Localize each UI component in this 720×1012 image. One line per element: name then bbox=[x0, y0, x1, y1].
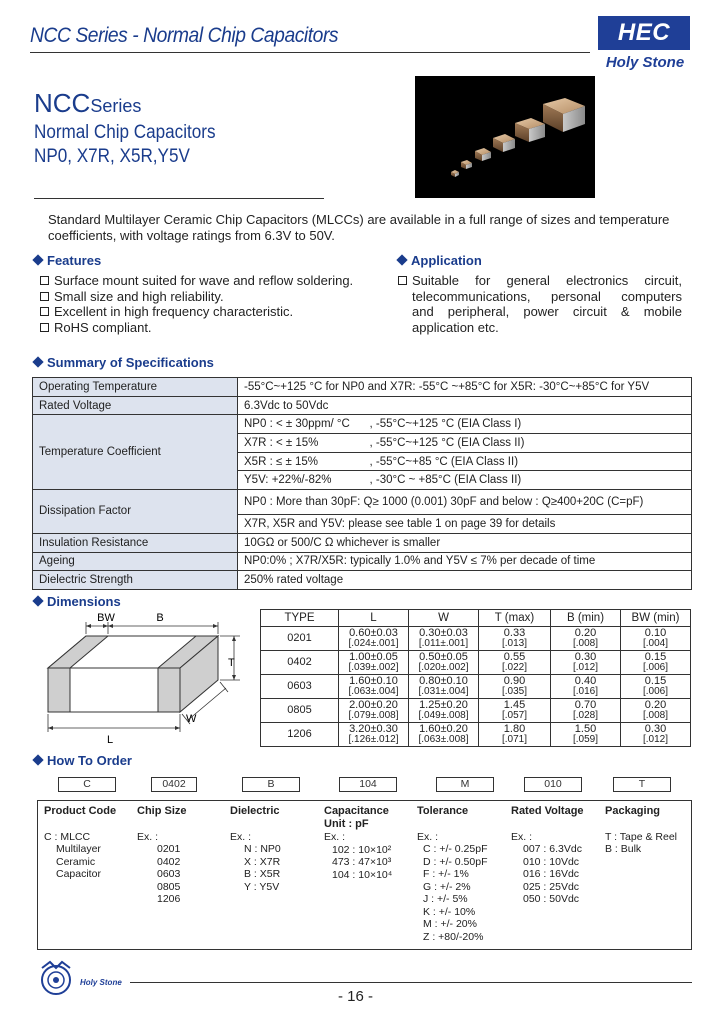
dim-cell: 0.20 [.008] bbox=[551, 627, 621, 651]
spec-value: , -55°C~+125 °C (EIA Class II) bbox=[364, 434, 692, 453]
features-heading: Features bbox=[34, 253, 101, 268]
spec-label: Dissipation Factor bbox=[33, 490, 238, 534]
footer-logo-text: Holy Stone bbox=[80, 978, 122, 987]
footer-divider bbox=[130, 982, 692, 983]
series-title-block bbox=[34, 88, 236, 169]
dim-cell: 1.60±0.20 [.063±.008] bbox=[409, 723, 479, 747]
order-code-box: M bbox=[436, 777, 494, 792]
spec-value: Y5V: +22%/-82% bbox=[238, 471, 364, 490]
dim-cell: 0.15 [.006] bbox=[621, 675, 691, 699]
dim-label-t: T bbox=[228, 657, 235, 669]
spec-label: Ageing bbox=[33, 552, 238, 571]
dim-type: 0201 bbox=[261, 627, 339, 651]
spec-value: -55°C~+125 °C for NP0 and X7R: -55°C ~+85°C for X5R: -30°C~+85°C for Y5V bbox=[238, 378, 692, 397]
table-header-row bbox=[261, 610, 691, 627]
dim-label-bw: BW bbox=[97, 612, 115, 624]
dim-cell: 0.80±0.10 [.031±.004] bbox=[409, 675, 479, 699]
order-code-box: 010 bbox=[524, 777, 582, 792]
dim-cell: 0.70 [.028] bbox=[551, 699, 621, 723]
order-col-product-code: Product Code C : MLCC Multilayer Ceramic Capacitor bbox=[44, 805, 117, 880]
spec-value: NP0 : More than 30pF: Q≥ 1000 (0.001) 30pF and below : Q≥400+20C (C=pF) bbox=[238, 490, 692, 515]
dim-cell: 0.40 [.016] bbox=[551, 675, 621, 699]
dim-cell: 1.50 [.059] bbox=[551, 723, 621, 747]
table-row bbox=[33, 378, 692, 397]
spec-label: Dielectric Strength bbox=[33, 571, 238, 590]
series-types: NP0, X7R, X5R,Y5V bbox=[34, 146, 190, 167]
order-code-box: 0402 bbox=[151, 777, 197, 792]
order-code-box: B bbox=[242, 777, 300, 792]
dim-cell: 0.90 [.035] bbox=[479, 675, 551, 699]
dim-cell: 2.00±0.20 [.079±.008] bbox=[339, 699, 409, 723]
application-line: and peripheral, power circuit & mobile bbox=[412, 304, 682, 319]
application-line: application etc. bbox=[412, 319, 499, 335]
holy-stone-logo bbox=[592, 14, 696, 76]
spec-value: X7R : < ± 15% bbox=[238, 434, 364, 453]
diamond-bullet-icon bbox=[32, 595, 43, 606]
order-code-box: 104 bbox=[339, 777, 397, 792]
list-item: Surface mount suited for wave and reflow soldering. bbox=[40, 273, 353, 289]
column-header: T (max) bbox=[479, 610, 551, 627]
checkbox-bullet-icon bbox=[40, 276, 49, 285]
page-number: - 16 - bbox=[338, 988, 374, 1005]
list-item: Excellent in high frequency characteristic. bbox=[40, 304, 353, 320]
order-col-rated-voltage: Rated Voltage Ex. : 007 : 6.3Vdc 010 : 10Vdc 016 : 16Vdc 025 : 25Vdc 050 : 50Vdc bbox=[511, 805, 584, 905]
dim-cell: 0.30 [.012] bbox=[621, 723, 691, 747]
application-text bbox=[398, 273, 682, 335]
order-code-box: C bbox=[58, 777, 116, 792]
order-code-box: T bbox=[613, 777, 671, 792]
dim-cell: 1.45 [.057] bbox=[479, 699, 551, 723]
spec-value: 6.3Vdc to 50Vdc bbox=[238, 396, 692, 415]
dimensions-heading: Dimensions bbox=[34, 594, 121, 609]
dim-cell: 1.80 [.071] bbox=[479, 723, 551, 747]
table-row bbox=[33, 533, 692, 552]
series-name: NCCSeries bbox=[34, 88, 142, 118]
spec-value: X7R, X5R and Y5V: please see table 1 on page 39 for details bbox=[238, 515, 692, 534]
dim-cell: 1.60±0.10 [.063±.004] bbox=[339, 675, 409, 699]
checkbox-bullet-icon bbox=[398, 276, 407, 285]
spec-label: Operating Temperature bbox=[33, 378, 238, 397]
order-col-capacitance: Capacitance Unit : pF Ex. : 102 : 10×10² 473 : 47×10³ 104 : 10×10⁴ bbox=[324, 805, 393, 881]
dim-cell: 0.55 [.022] bbox=[479, 651, 551, 675]
table-row bbox=[33, 552, 692, 571]
list-item: Small size and high reliability. bbox=[40, 289, 353, 305]
dim-type: 0402 bbox=[261, 651, 339, 675]
diamond-bullet-icon bbox=[396, 254, 407, 265]
dim-cell: 0.15 [.006] bbox=[621, 651, 691, 675]
dim-cell: 0.20 [.008] bbox=[621, 699, 691, 723]
spec-value: , -30°C ~ +85°C (EIA Class II) bbox=[364, 471, 692, 490]
chip-capacitor-photo bbox=[415, 76, 595, 198]
order-col-packaging: Packaging T : Tape & Reel B : Bulk bbox=[605, 805, 677, 855]
holy-stone-logo-text: Holy Stone bbox=[605, 54, 685, 71]
list-item: Suitable for general electronics circuit, bbox=[398, 273, 682, 289]
spec-value: X5R : ≤ ± 15% bbox=[238, 452, 364, 471]
table-row bbox=[33, 396, 692, 415]
dim-cell: 0.30 [.012] bbox=[551, 651, 621, 675]
spec-label: Insulation Resistance bbox=[33, 533, 238, 552]
spec-value: 250% rated voltage bbox=[238, 571, 692, 590]
table-row bbox=[261, 675, 691, 699]
spec-value: NP0 : < ± 30ppm/ °C bbox=[238, 415, 364, 434]
order-col-tolerance: Tolerance Ex. : C : +/- 0.25pF D : +/- 0.50pF F : +/- 1% G : +/- 2% J : +/- 5% K : +/- 10% M : +/- 20% Z : +80/-20% bbox=[417, 805, 488, 943]
how-to-order-heading: How To Order bbox=[34, 753, 132, 768]
series-divider bbox=[34, 198, 324, 199]
features-list bbox=[40, 273, 353, 335]
hec-logo-mark: HEC bbox=[598, 16, 690, 50]
table-row bbox=[33, 571, 692, 590]
dim-cell: 0.60±0.03 [.024±.001] bbox=[339, 627, 409, 651]
column-header: BW (min) bbox=[621, 610, 691, 627]
table-row bbox=[33, 490, 692, 515]
spec-label: Temperature Coefficient bbox=[33, 415, 238, 490]
table-row bbox=[261, 627, 691, 651]
application-line: telecommunications, personal computers bbox=[412, 288, 682, 304]
dim-cell: 1.25±0.20 [.049±.008] bbox=[409, 699, 479, 723]
spec-value: 10GΩ or 500/C Ω whichever is smaller bbox=[238, 533, 692, 552]
table-row bbox=[261, 699, 691, 723]
specs-heading: Summary of Specifications bbox=[34, 355, 214, 370]
holy-stone-emblem-icon bbox=[36, 958, 76, 998]
spec-value: , -55°C~+125 °C (EIA Class I) bbox=[364, 415, 692, 434]
spec-value: NP0:0% ; X7R/X5R: typically 1.0% and Y5V ≤ 7% per decade of time bbox=[238, 552, 692, 571]
application-heading: Application bbox=[398, 253, 482, 268]
dim-cell: 1.00±0.05 [.039±.002] bbox=[339, 651, 409, 675]
column-header: L bbox=[339, 610, 409, 627]
list-item: RoHS compliant. bbox=[40, 320, 353, 336]
diamond-bullet-icon bbox=[32, 754, 43, 765]
dim-cell: 0.33 [.013] bbox=[479, 627, 551, 651]
dim-cell: 0.50±0.05 [.020±.002] bbox=[409, 651, 479, 675]
table-row bbox=[33, 415, 692, 434]
order-col-dielectric: Dielectric Ex. : N : NP0 X : X7R B : X5R Y : Y5V bbox=[230, 805, 281, 893]
table-row bbox=[261, 651, 691, 675]
column-header: B (min) bbox=[551, 610, 621, 627]
intro-paragraph: Standard Multilayer Ceramic Chip Capacitors (MLCCs) are available in a full range of sizes and temperature coefficients, with voltage ratings from 6.3V to 50V. bbox=[48, 212, 670, 243]
checkbox-bullet-icon bbox=[40, 292, 49, 301]
dim-label-l: L bbox=[106, 734, 114, 746]
dim-type: 0603 bbox=[261, 675, 339, 699]
header-divider bbox=[30, 52, 590, 53]
diamond-bullet-icon bbox=[32, 254, 43, 265]
page-header-title: NCC Series - Normal Chip Capacitors bbox=[30, 24, 339, 47]
series-suffix: Series bbox=[90, 96, 142, 116]
order-code-table bbox=[37, 800, 692, 950]
spec-value: , -55°C~+85 °C (EIA Class II) bbox=[364, 452, 692, 471]
dim-cell: 0.10 [.004] bbox=[621, 627, 691, 651]
spec-label: Rated Voltage bbox=[33, 396, 238, 415]
dim-cell: 0.30±0.03 [.011±.001] bbox=[409, 627, 479, 651]
series-subtitle: Normal Chip Capacitors bbox=[34, 122, 216, 143]
checkbox-bullet-icon bbox=[40, 307, 49, 316]
diamond-bullet-icon bbox=[32, 356, 43, 367]
dim-label-w: W bbox=[186, 713, 197, 725]
dim-cell: 3.20±0.30 [.126±.012] bbox=[339, 723, 409, 747]
dimensions-table bbox=[260, 609, 691, 747]
checkbox-bullet-icon bbox=[40, 323, 49, 332]
column-header: W bbox=[409, 610, 479, 627]
dim-type: 0805 bbox=[261, 699, 339, 723]
order-col-chip-size: Chip Size Ex. : 0201 0402 0603 0805 1206 bbox=[137, 805, 187, 905]
dim-label-b: B bbox=[156, 612, 164, 624]
specifications-table bbox=[32, 377, 692, 590]
dim-type: 1206 bbox=[261, 723, 339, 747]
column-header: TYPE bbox=[261, 610, 339, 627]
chip-dimension-diagram bbox=[40, 610, 250, 748]
table-row bbox=[261, 723, 691, 747]
